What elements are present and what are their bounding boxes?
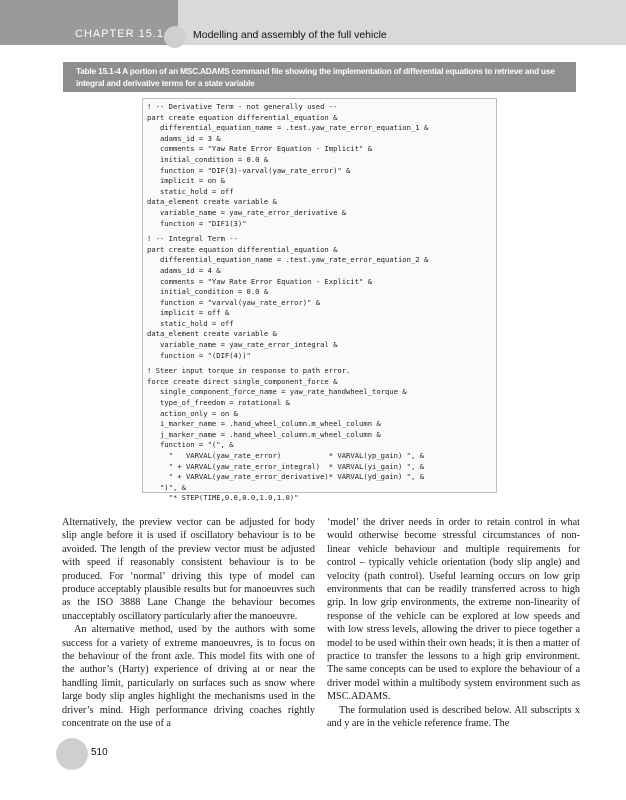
code-line: part create equation differential_equation & [147, 112, 338, 122]
paragraph: The formulation used is described below. All subscripts x and y are in the vehicle reference frame. The [327, 704, 580, 730]
chapter-label: CHAPTER 15.1 [75, 28, 165, 40]
paragraph: ‘model’ the driver needs in order to retain control in what would otherwise become stressful circumstances of non-linear vehicle behaviour and multiple requirements for control – typically vehicle orientation (body slip angle) and velocity (path control). Useful learning occurs on low grip environments that can be readily transferred across to high grip. In low grip environments, the extreme non-linearity of response of the vehicle can be explored at low speeds and with low stress levels, allowing the driver to piece together a model to be used within their own heads; it is then a matter of practice to transfer the lessons to a high grip environment. The same concepts can be used to explore the behaviour of a driver model within a multibody system environment such as MSC.ADAMS. [327, 517, 580, 703]
code-line: force create direct single_component_force & [147, 376, 338, 386]
code-line: function = "(", & [147, 440, 234, 450]
chapter-title: Modelling and assembly of the full vehicle [193, 29, 387, 41]
code-line: function = "DIF(3)-varval(yaw_rate_error)" & [147, 165, 351, 175]
code-line: type_of_freedom = rotational & [147, 398, 290, 408]
paragraph: An alternative method, used by the authors with some success for a variety of extreme manoeuvres, is to focus on the behaviour of the front axle. This model fits with one of the author’s (Harty) experience of driving at or near the handling limit, particularly on surfaces such as snow where large body slip angles highlight the mechanisms used in the driver’s mind. High performance driving coaches rightly concentrate on the use of a [62, 624, 315, 730]
code-line: function = "DIF1(3)" [147, 218, 247, 228]
code-line: part create equation differential_equation & [147, 244, 338, 254]
paragraph: Alternatively, the preview vector can be adjusted for body slip angle before it is used if oscillatory behaviour is to be avoided. The length of the preview vector must be adjusted with speed if reasonably consistent behaviour is to be produced. For ‘normal’ driving this type of model can produce acceptably plausible results but for manoeuvres such as the ISO 3888 Lane Change the behaviour becomes unacceptably oscillatory particularly after the manoeuvre. [62, 517, 315, 622]
code-line: single_component_force_name = yaw_rate_handwheel_torque & [147, 387, 407, 397]
table-caption: Table 15.1-4 A portion of an MSC.ADAMS command file showing the implementation of differential equations to retrieve and use integral and derivative terms for a state variable [76, 66, 555, 88]
code-line: variable_name = yaw_rate_error_integral & [147, 340, 338, 350]
code-listing [142, 98, 497, 503]
code-line: function = "(DIF(4))" [147, 350, 251, 360]
code-line: initial_condition = 0.0 & [147, 287, 269, 297]
code-line: differential_equation_name = .test.yaw_rate_error_equation_2 & [147, 255, 429, 265]
code-line: ! -- Integral Term -- [147, 234, 238, 244]
code-line: " VARVAL(yaw_rate_error) * VARVAL(yp_gain) ", & [147, 451, 424, 460]
code-line: implicit = off & [147, 308, 230, 318]
code-line: j_marker_name = .hand_wheel_column.m_wheel_column & [147, 429, 381, 439]
code-line: data_element create variable & [147, 197, 277, 207]
code-line: variable_name = yaw_rate_error_derivative & [147, 207, 347, 217]
text-column-left [62, 516, 315, 731]
code-line: "* STEP(TIME,0.0,0.0,1.0,1.0)" [147, 493, 299, 503]
code-line: static_hold = off [147, 186, 234, 196]
text-column-right [327, 516, 580, 731]
header-circle-ornament [164, 26, 186, 48]
code-line: ! -- Derivative Term - not generally used -- [147, 102, 338, 111]
code-line: adams_id = 3 & [147, 133, 221, 143]
code-line: function = "varval(yaw_rate_error)" & [147, 297, 321, 307]
code-line: data_element create variable & [147, 329, 277, 339]
code-line: comments = "Yaw Rate Error Equation - Explicit" & [147, 276, 373, 286]
code-line: action_only = on & [147, 408, 238, 418]
code-line: comments = "Yaw Rate Error Equation - Implicit" & [147, 144, 373, 154]
code-line: static_hold = off [147, 318, 234, 328]
code-line: ! Steer input torque in response to path error. [147, 366, 351, 376]
code-line: ")", & [147, 482, 186, 492]
code-line: " + VARVAL(yaw_rate_error_integral) * VARVAL(yi_gain) ", & [147, 461, 424, 471]
code-block-integral [147, 234, 496, 361]
code-line: i_marker_name = .hand_wheel_column.m_wheel_column & [147, 419, 381, 429]
page-number-circle [56, 738, 88, 770]
code-line: implicit = on & [147, 176, 225, 186]
code-block-derivative [147, 102, 496, 229]
code-line: initial_condition = 0.0 & [147, 154, 269, 164]
code-line: " + VARVAL(yaw_rate_error_derivative)* VARVAL(yd_gain) ", & [147, 472, 424, 482]
code-block-steer-torque [147, 366, 496, 504]
code-line: differential_equation_name = .test.yaw_rate_error_equation_1 & [147, 123, 429, 133]
page-number: 510 [91, 747, 108, 758]
code-line: adams_id = 4 & [147, 265, 221, 275]
